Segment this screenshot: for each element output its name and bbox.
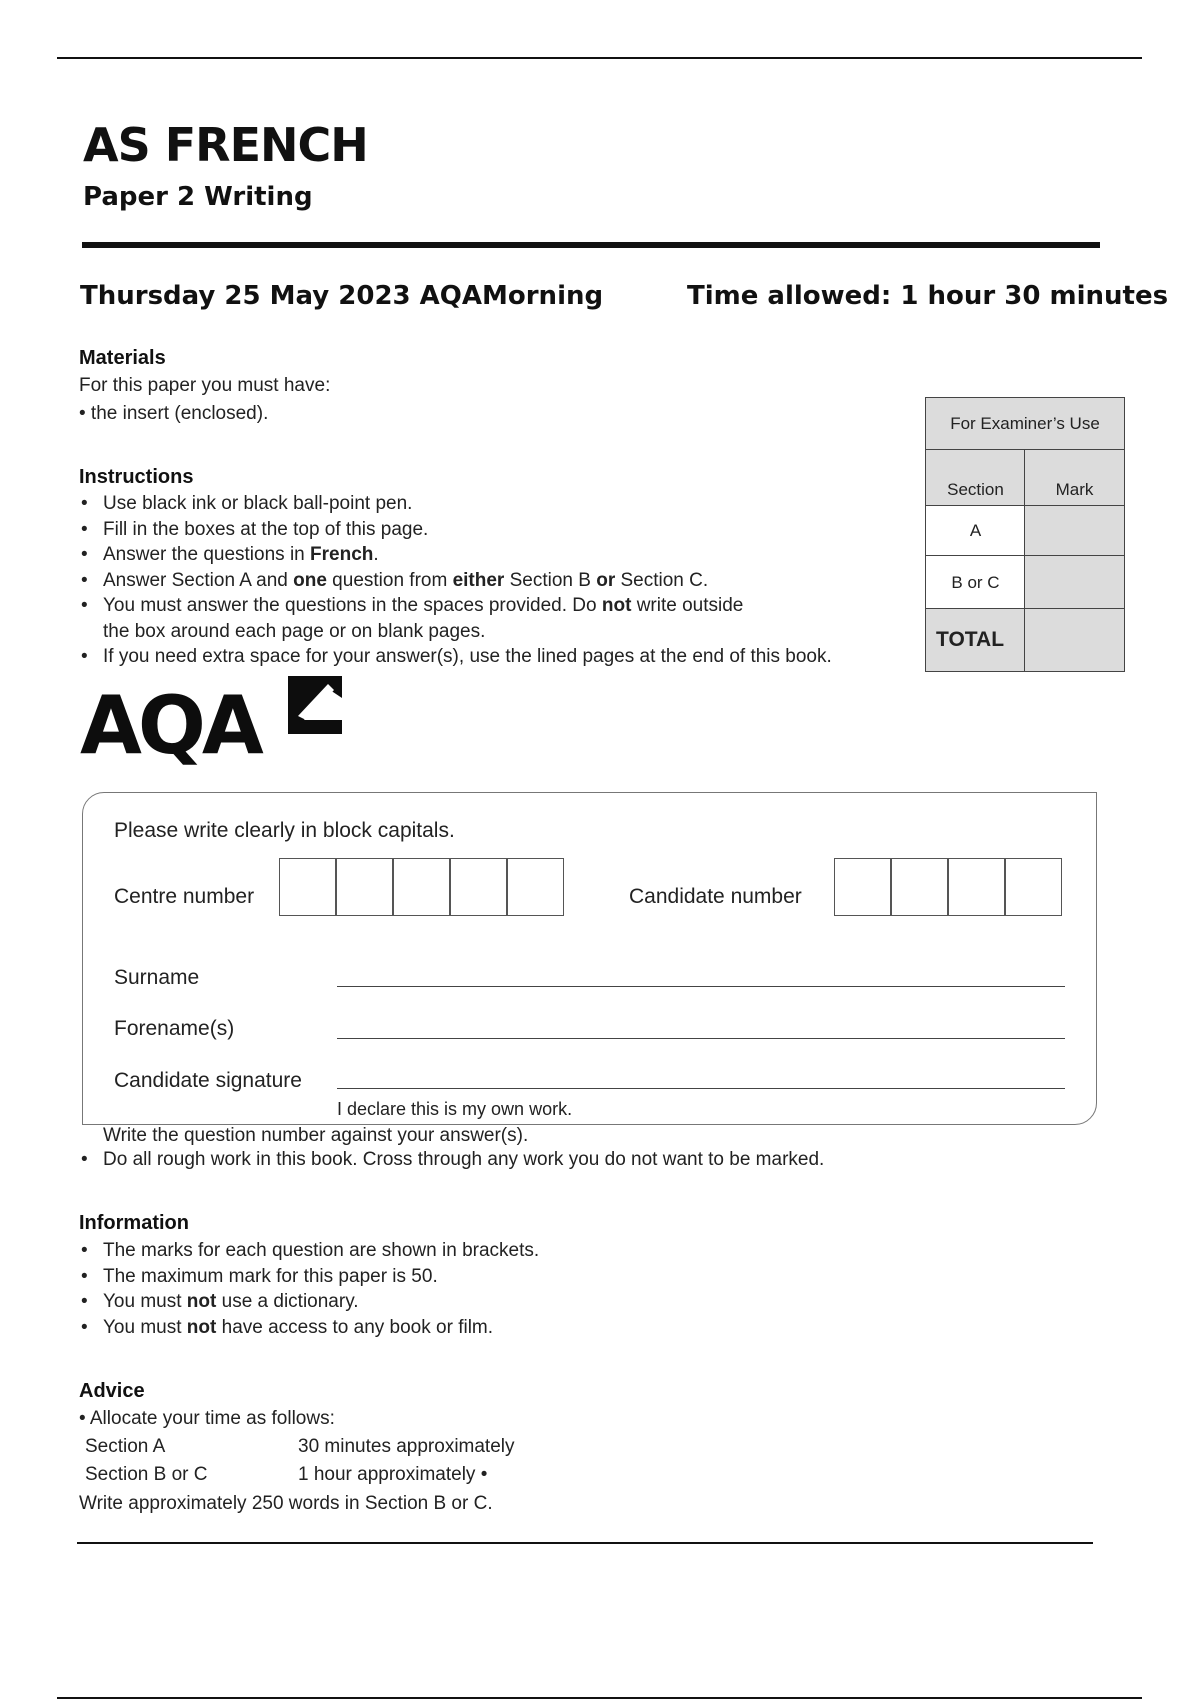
declaration-text: I declare this is my own work.: [337, 1099, 573, 1119]
page-bottom-rule: [57, 1697, 1142, 1699]
information-item: • The maximum mark for this paper is 50.: [79, 1264, 779, 1290]
instruction-item: • Fill in the boxes at the top of this page.: [79, 517, 939, 543]
examiner-col-mark: Mark: [1024, 449, 1125, 507]
information-item: • The marks for each question are shown in brackets.: [79, 1238, 779, 1264]
information-list: [79, 1238, 779, 1340]
materials-heading: Materials: [79, 347, 166, 369]
candidate-number-digit[interactable]: [948, 858, 1005, 916]
candidate-number-digit[interactable]: [891, 858, 948, 916]
examiner-total-label: TOTAL: [925, 608, 1026, 672]
aqa-logo: [80, 676, 350, 772]
instruction-item: • You must answer the questions in the spaces provided. Do not write outside the box around each page or on blank pages.: [79, 593, 939, 644]
surname-label: Surname: [114, 966, 200, 989]
page-subtitle: Paper 2 Writing: [83, 182, 313, 212]
instruction-item: • Do all rough work in this book. Cross through any work you do not want to be marked.: [79, 1147, 1039, 1173]
candidate-number-label: Candidate number: [629, 885, 802, 908]
candidate-box-prompt: Please write clearly in block capitals.: [114, 819, 455, 842]
aqa-logo-mark-icon: [284, 676, 342, 734]
advice-row2-time: 1 hour approximately •: [298, 1464, 488, 1485]
advice-row2-section: Section B or C: [85, 1464, 208, 1485]
instruction-item: • If you need extra space for your answer(s), use the lined pages at the end of this book.: [79, 644, 939, 670]
advice-heading: Advice: [79, 1380, 145, 1402]
centre-number-digit[interactable]: [507, 858, 564, 916]
candidate-number-digit[interactable]: [834, 858, 891, 916]
centre-number-label: Centre number: [114, 885, 255, 908]
examiner-total-mark[interactable]: [1024, 608, 1125, 672]
instructions-list: [79, 491, 939, 670]
instruction-item: • Answer the questions in French.: [79, 542, 939, 568]
examiner-row-a: A: [925, 505, 1026, 557]
examiner-table-title: For Examiner’s Use: [925, 397, 1125, 451]
materials-item: • the insert (enclosed).: [79, 403, 269, 424]
examiner-mark-a[interactable]: [1024, 505, 1125, 557]
instructions-list-continued: [79, 1147, 1039, 1173]
materials-intro: For this paper you must have:: [79, 375, 331, 396]
advice-row1-section: Section A: [85, 1436, 166, 1457]
forename-label: Forename(s): [114, 1017, 235, 1040]
signature-field[interactable]: [337, 1088, 1065, 1089]
bottom-rule: [77, 1542, 1093, 1544]
time-allowed: Time allowed: 1 hour 30 minutes: [687, 281, 1169, 311]
examiner-mark-bc[interactable]: [1024, 555, 1125, 610]
forename-field[interactable]: [337, 1038, 1065, 1039]
examiner-col-section: Section: [925, 449, 1026, 507]
instruction-continued: Write the question number against your answer(s).: [103, 1125, 529, 1146]
information-heading: Information: [79, 1212, 189, 1234]
top-rule: [57, 57, 1142, 59]
information-item: • You must not use a dictionary.: [79, 1289, 779, 1315]
instruction-item: • Answer Section A and one question from either Section B or Section C.: [79, 568, 939, 594]
aqa-logo-text: AQA: [80, 679, 260, 772]
information-item: • You must not have access to any book or film.: [79, 1315, 779, 1341]
centre-number-digit[interactable]: [393, 858, 450, 916]
advice-row1-time: 30 minutes approximately: [298, 1436, 515, 1457]
exam-date: Thursday 25 May 2023 AQA: [80, 281, 483, 311]
centre-number-digit[interactable]: [336, 858, 393, 916]
candidate-number-digit[interactable]: [1005, 858, 1062, 916]
centre-number-digit[interactable]: [450, 858, 507, 916]
title-rule: [82, 242, 1100, 248]
advice-words: Write approximately 250 words in Section B or C.: [79, 1493, 493, 1514]
advice-intro: • Allocate your time as follows:: [79, 1408, 335, 1429]
centre-number-digit[interactable]: [279, 858, 336, 916]
exam-session: Morning: [482, 281, 604, 311]
surname-field[interactable]: [337, 986, 1065, 987]
signature-label: Candidate signature: [114, 1069, 302, 1092]
instruction-item: • Use black ink or black ball-point pen.: [79, 491, 939, 517]
examiner-row-bc: B or C: [925, 555, 1026, 610]
page-title: AS FRENCH: [83, 118, 368, 172]
instructions-heading: Instructions: [79, 466, 194, 488]
